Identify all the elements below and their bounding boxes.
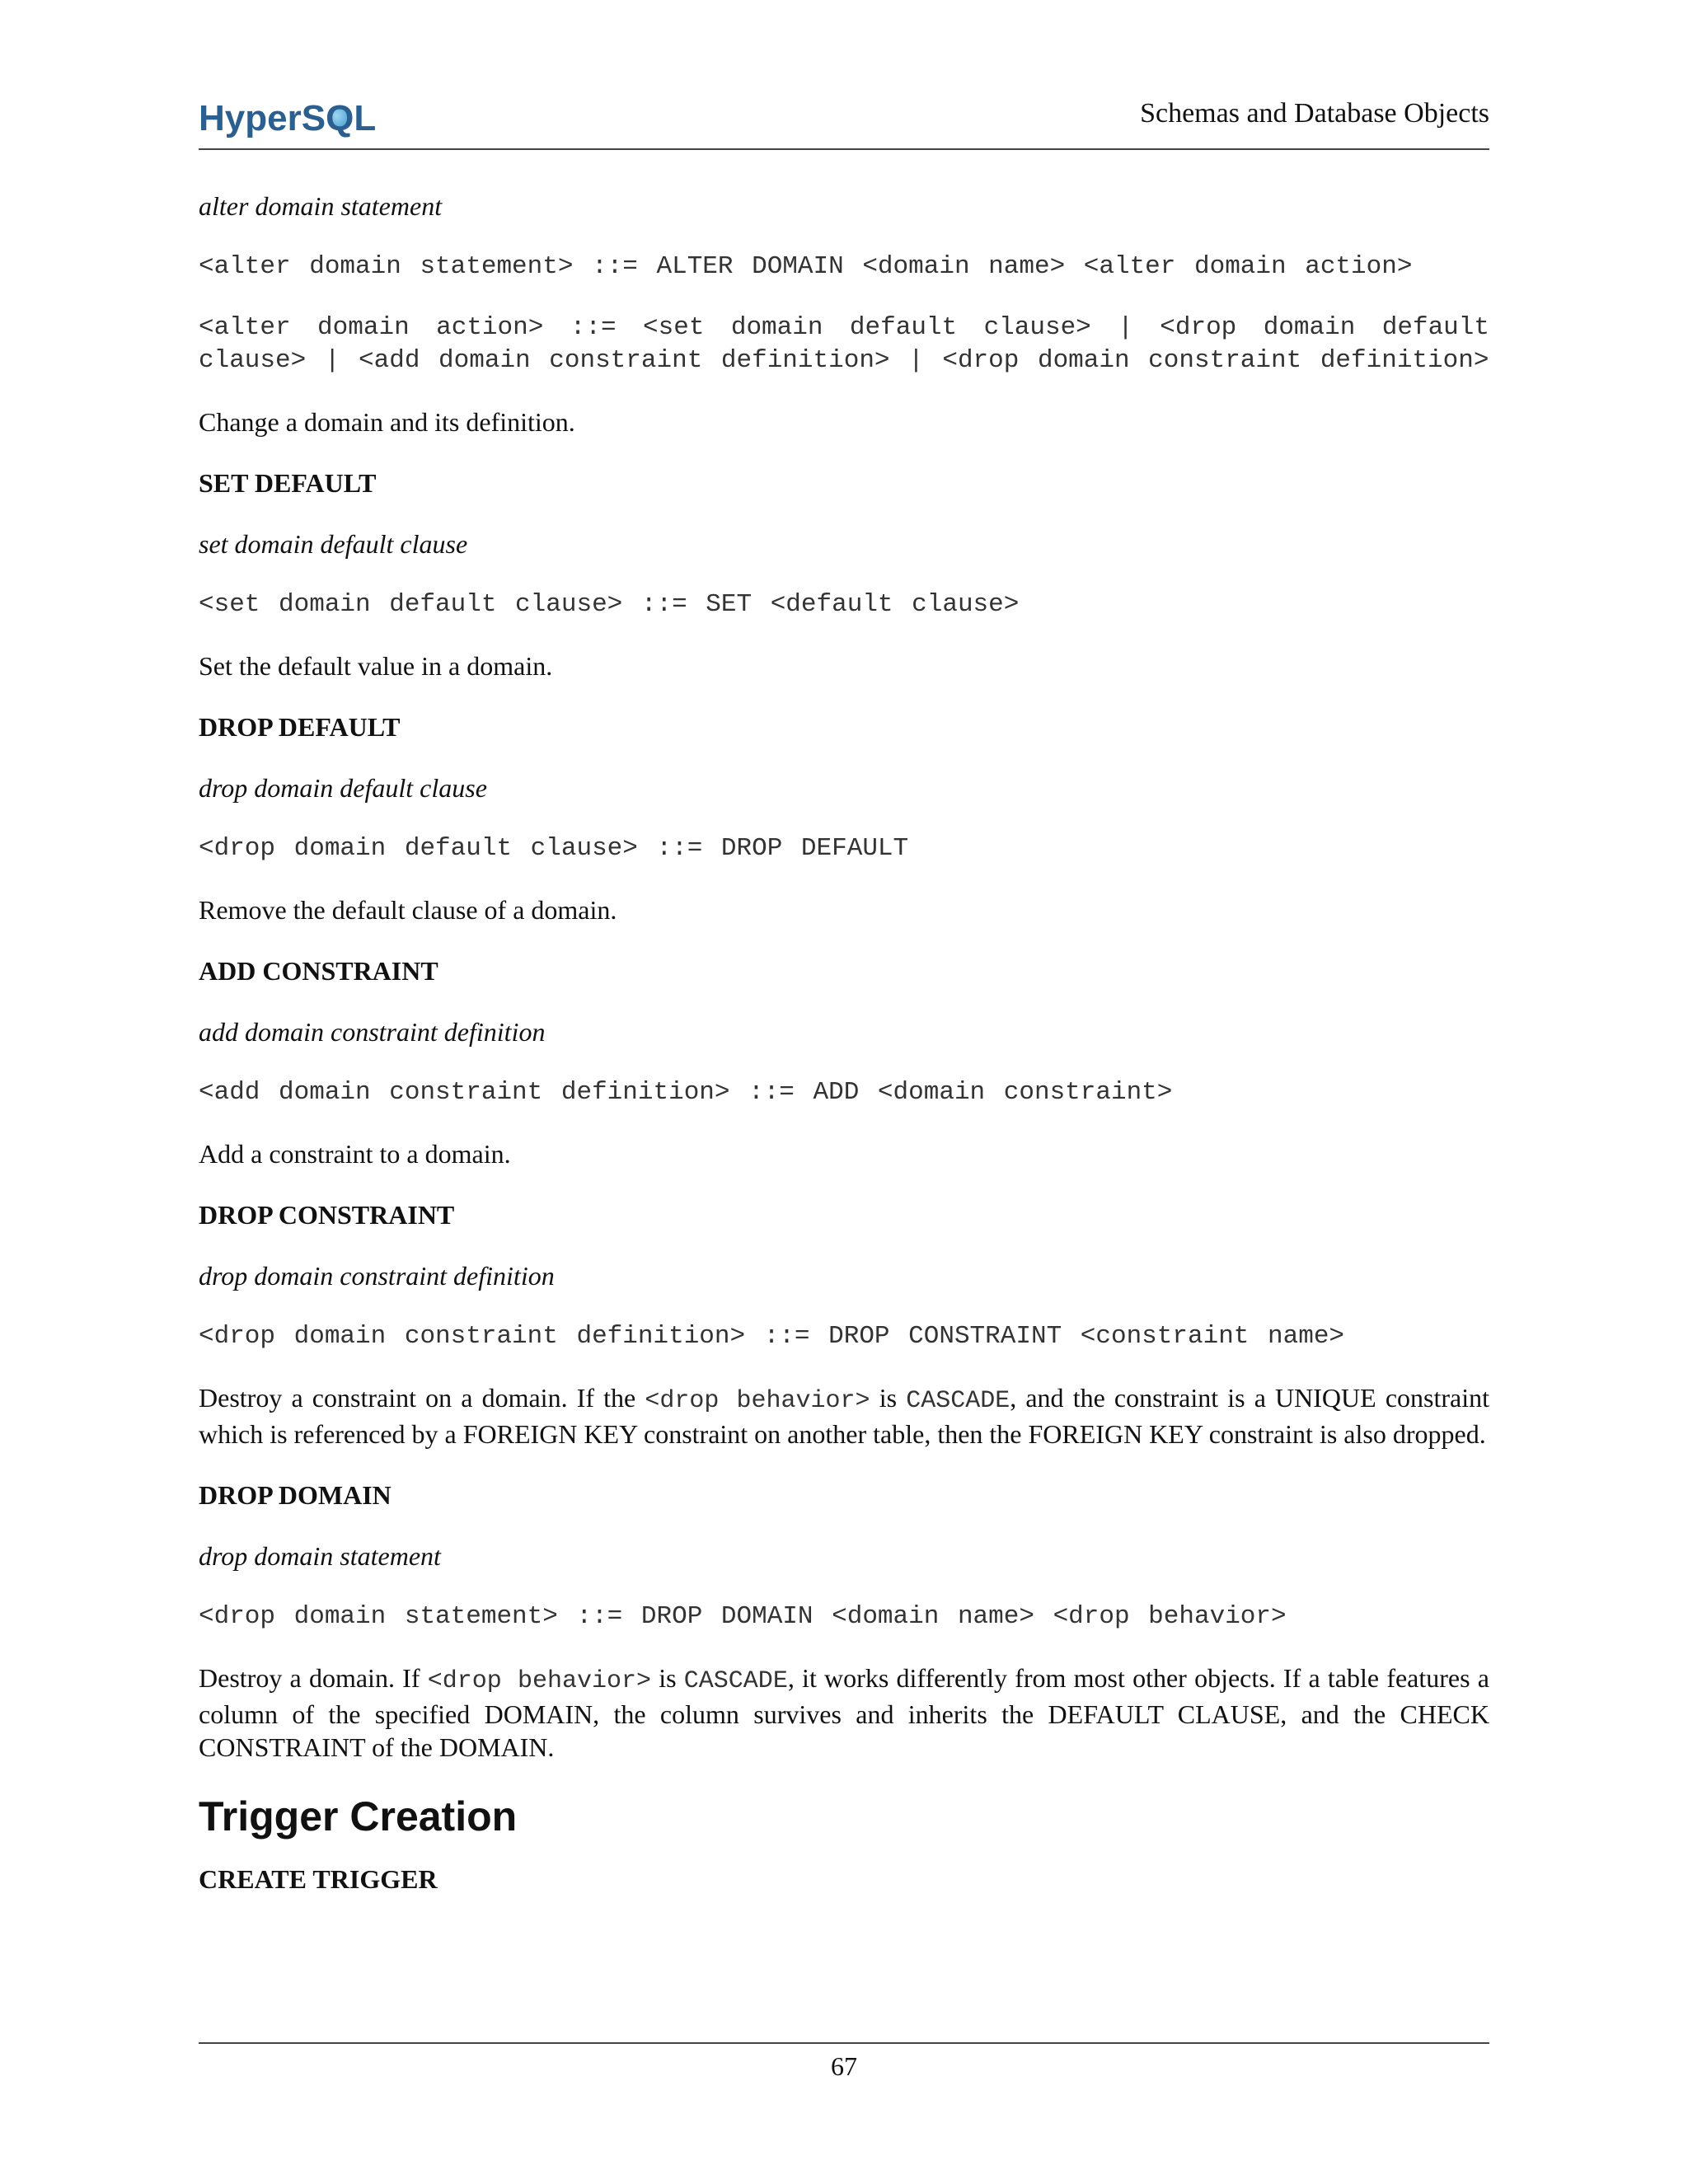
add-constraint-label: add domain constraint definition — [199, 1017, 546, 1047]
page-number: 67 — [831, 2051, 857, 2081]
chapter-title: Schemas and Database Objects — [1140, 98, 1489, 129]
set-default-label: set domain default clause — [199, 529, 468, 559]
drop-default-syntax: <drop domain default clause> ::= DROP DEFAULT — [199, 834, 909, 863]
drop-domain-syntax: <drop domain statement> ::= DROP DOMAIN <domain name> <drop behavior> — [199, 1602, 1287, 1631]
add-constraint-heading: ADD CONSTRAINT — [199, 956, 438, 986]
logo-text-part-b: L — [354, 98, 377, 138]
document-page — [199, 0, 1489, 2184]
add-constraint-description: Add a constraint to a domain. — [199, 1139, 511, 1169]
alter-domain-syntax: <alter domain statement> ::= ALTER DOMAIN <domain name> <alter domain action> — [199, 252, 1413, 281]
drop-constraint-desc-text-3: , and the constraint is a UNIQUE constraint which is referenced by a FOREIGN KEY constraint on another table, then the FOREIGN KEY constraint is also dropped. — [199, 1383, 1490, 1449]
page-header — [199, 89, 1489, 150]
drop-domain-desc-text-1: Destroy a domain. If — [199, 1663, 428, 1693]
drop-domain-heading: DROP DOMAIN — [199, 1480, 392, 1510]
drop-constraint-heading: DROP CONSTRAINT — [199, 1200, 455, 1230]
drop-default-description: Remove the default clause of a domain. — [199, 895, 617, 925]
drop-constraint-label: drop domain constraint definition — [199, 1261, 555, 1291]
drop-constraint-desc-text-1: Destroy a constraint on a domain. If the — [199, 1383, 645, 1413]
drop-default-label: drop domain default clause — [199, 773, 487, 803]
add-constraint-syntax: <add domain constraint definition> ::= ADD <domain constraint> — [199, 1078, 1173, 1107]
page-content — [199, 190, 1489, 1924]
alter-domain-action-syntax: <alter domain action> ::= <set domain default clause> | <drop domain default clause> | <add domain constraint definition> | <drop domain constraint definition> — [199, 313, 1489, 375]
logo-text-q: Q — [326, 98, 354, 138]
drop-constraint-syntax: <drop domain constraint definition> ::= DROP CONSTRAINT <constraint name> — [199, 1322, 1345, 1351]
logo-magnifier-q — [326, 97, 354, 140]
drop-domain-label: drop domain statement — [199, 1541, 441, 1571]
set-default-description: Set the default value in a domain. — [199, 651, 553, 681]
drop-constraint-desc-code-1: <drop behavior> — [645, 1387, 870, 1415]
create-trigger-heading: CREATE TRIGGER — [199, 1864, 438, 1894]
drop-domain-desc-text-3: , it works differently from most other objects. If a table features a column of the specified DOMAIN, the column survives and inherits the DEFAULT CLAUSE, and the CHECK CONSTRAINT of the DOMAIN. — [199, 1663, 1490, 1762]
footer-divider — [199, 2042, 1489, 2044]
drop-domain-desc-code-1: <drop behavior> — [427, 1667, 651, 1695]
set-default-heading: SET DEFAULT — [199, 468, 377, 498]
alter-domain-label: alter domain statement — [199, 191, 443, 221]
drop-domain-desc-code-2: CASCADE — [683, 1667, 788, 1695]
alter-domain-description: Change a domain and its definition. — [199, 407, 575, 437]
drop-constraint-description — [199, 1381, 1489, 1451]
logo-text-part-a: HyperS — [199, 98, 326, 138]
drop-constraint-desc-code-2: CASCADE — [906, 1387, 1010, 1415]
hypersql-logo — [199, 97, 376, 140]
trigger-creation-title: Trigger Creation — [199, 1793, 518, 1840]
drop-default-heading: DROP DEFAULT — [199, 712, 401, 742]
drop-domain-desc-text-2: is — [651, 1663, 684, 1693]
drop-domain-description — [199, 1661, 1489, 1764]
set-default-syntax: <set domain default clause> ::= SET <default clause> — [199, 590, 1020, 619]
drop-constraint-desc-text-2: is — [870, 1383, 907, 1413]
